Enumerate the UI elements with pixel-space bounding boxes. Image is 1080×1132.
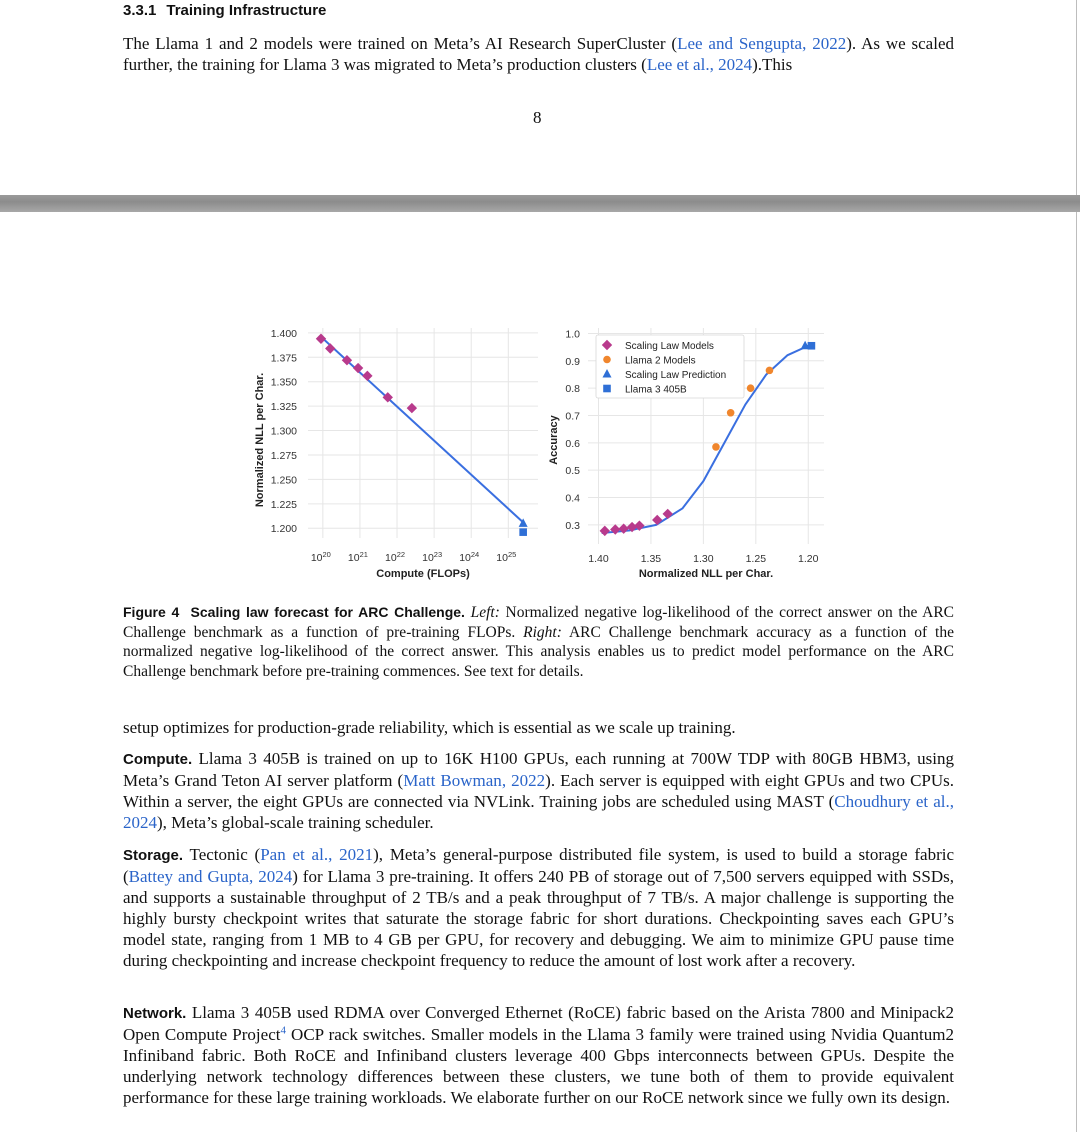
y-axis-title: Normalized NLL per Char. — [254, 372, 266, 508]
y-tick-label: 0.3 — [565, 519, 580, 532]
compute-paragraph — [123, 748, 954, 833]
citation-link[interactable]: Choudhury et al., 2024 — [123, 792, 954, 832]
data-point — [712, 443, 720, 451]
y-axis-title: Accuracy — [548, 415, 560, 465]
text: The Llama 1 and 2 models were trained on Meta’s AI Research SuperCluster ( — [123, 34, 678, 53]
storage-heading: Storage. — [123, 847, 184, 864]
x-tick-label: $10^{20}$ — [310, 550, 331, 564]
y-tick-label: 1.325 — [270, 401, 297, 414]
x-tick-label: 1.20 — [798, 553, 819, 565]
text: setup optimizes for production-grade reliability, which is essential as we scale up training. — [123, 718, 736, 737]
y-tick-label: 0.5 — [565, 465, 580, 478]
y-tick-label: 1.300 — [270, 425, 297, 438]
x-tick-label: $10^{24}$ — [459, 550, 480, 564]
x-axis-title: Compute (FLOPs) — [376, 568, 470, 580]
legend-label: Llama 2 Models — [625, 355, 696, 367]
legend-label: Scaling Law Prediction — [625, 369, 727, 381]
data-point — [766, 367, 774, 375]
chart-left-nll-vs-compute — [254, 328, 538, 580]
y-tick-label: 1.250 — [270, 474, 297, 487]
y-tick-label: 1.275 — [270, 449, 297, 462]
legend-marker — [603, 385, 611, 393]
y-tick-label: 0.6 — [565, 437, 580, 450]
footnote-marker[interactable]: 4 — [280, 1024, 286, 1037]
text: ) for Llama 3 pre-training. It offers 240 PB of storage out of 7,500 servers equipped with SSDs, and supports a sustainable throughput of 2 TB/s and a peak throughput of 7 TB/s. A major challenge is supporting the highly bursty checkpoint writes that saturate the storage fabric for short durations. Checkpointing saves each GPU’s model state, ranging from 1 MB to 4 GB per GPU, for recovery and debugging. We aim to minimize GPU pause time during checkpointing and increase checkpoint frequency to reduce the amount of lost work after a recovery. — [123, 867, 954, 970]
setup-line — [123, 717, 954, 738]
x-tick-label: $10^{21}$ — [347, 550, 368, 564]
x-tick-label: 1.35 — [640, 553, 662, 565]
citation-link[interactable]: Battey and Gupta, 2024 — [128, 867, 293, 886]
text: ).This — [752, 55, 793, 74]
network-heading: Network. — [123, 1005, 187, 1022]
caption-left-text: Normalized negative log-likelihood of the correct answer on the ARC Challenge benchmark as a function of pre-training FLOPs. — [123, 604, 955, 641]
x-tick-label: 1.40 — [588, 553, 609, 565]
x-axis-title: Normalized NLL per Char. — [638, 568, 774, 580]
legend — [596, 335, 744, 398]
citation-link[interactable]: Matt Bowman, 2022 — [403, 771, 546, 790]
y-tick-label: 0.8 — [565, 383, 580, 396]
x-tick-label: $10^{23}$ — [422, 550, 443, 564]
x-tick-label: $10^{22}$ — [385, 550, 406, 564]
data-point — [727, 409, 735, 417]
caption-label: Figure 4 — [123, 604, 180, 620]
text: Llama 3 405B used RDMA over Converged Ethernet (RoCE) fabric based on the Arista 7800 and Minipack2 Open Compute Project — [123, 1003, 954, 1044]
legend-marker — [603, 356, 611, 364]
citation-link[interactable]: Lee et al., 2024 — [646, 55, 753, 74]
data-point — [808, 342, 816, 350]
text: ), Meta’s global-scale training scheduler. — [157, 813, 434, 832]
compute-heading: Compute. — [123, 751, 193, 768]
text: ). Each server is equipped with eight GPUs and two CPUs. Within a server, the eight GPUs are connected via NVLink. Training jobs are scheduled using MAST ( — [123, 771, 955, 811]
legend-label: Llama 3 405B — [625, 384, 687, 396]
chart-right-accuracy-vs-nll — [548, 328, 824, 580]
caption-left-label: Left: — [470, 604, 500, 621]
section-number: 3.3.1 — [123, 2, 157, 19]
citation-link[interactable]: Pan et al., 2021 — [260, 845, 374, 864]
x-tick-label: $10^{25}$ — [496, 550, 517, 564]
y-tick-label: 0.9 — [565, 355, 580, 368]
text: Llama 3 405B is trained on up to 16K H100 GPUs, each running at 700W TDP with 80GB HBM3, using Meta’s Grand Teton AI server platform ( — [123, 749, 954, 790]
data-point — [747, 384, 755, 392]
section-title: Training Infrastructure — [166, 2, 327, 19]
page-number: 8 — [533, 108, 542, 127]
y-tick-label: 1.0 — [565, 328, 580, 341]
text: ), Meta’s general-purpose distributed file system, is used to build a storage fabric ( — [123, 845, 954, 886]
y-tick-label: 0.4 — [565, 492, 580, 505]
y-tick-label: 1.400 — [270, 327, 297, 340]
y-tick-label: 1.200 — [270, 523, 297, 536]
data-point — [519, 528, 527, 536]
caption-right-text: ARC Challenge benchmark accuracy as a function of the normalized negative log-likelihood of the correct answer. This analysis enables us to predict model performance on the ARC Challenge benchmark before pre-training commences. See text for details. — [123, 623, 954, 680]
legend-label: Scaling Law Models — [625, 340, 714, 352]
storage-paragraph — [123, 844, 954, 971]
y-tick-label: 1.375 — [270, 352, 297, 365]
text: ). As we scaled further, the training for Llama 3 was migrated to Meta’s production clusters ( — [123, 34, 954, 74]
text: OCP rack switches. Smaller models in the Llama 3 family were trained using Nvidia Quantum2 Infiniband fabric. Both RoCE and Infiniband clusters leverage 400 Gbps interconnects between GPUs. Despite the underlying network technology differences between these clusters, we tune both of them to provide equivalent performance for these large training workloads. We elaborate further on our RoCE network since we fully own its design. — [123, 1025, 954, 1107]
x-tick-label: 1.25 — [745, 553, 767, 565]
y-tick-label: 1.350 — [270, 376, 297, 389]
network-paragraph — [123, 1002, 954, 1108]
caption-right-label: Right: — [523, 623, 562, 641]
figure-caption — [123, 603, 954, 681]
caption-title: Scaling law forecast for ARC Challenge. — [190, 604, 465, 620]
y-tick-label: 1.225 — [270, 498, 297, 511]
text: Tectonic ( — [183, 845, 261, 864]
y-tick-label: 0.7 — [565, 410, 580, 423]
citation-link[interactable]: Lee and Sengupta, 2022 — [677, 34, 847, 53]
x-tick-label: 1.30 — [693, 553, 714, 565]
